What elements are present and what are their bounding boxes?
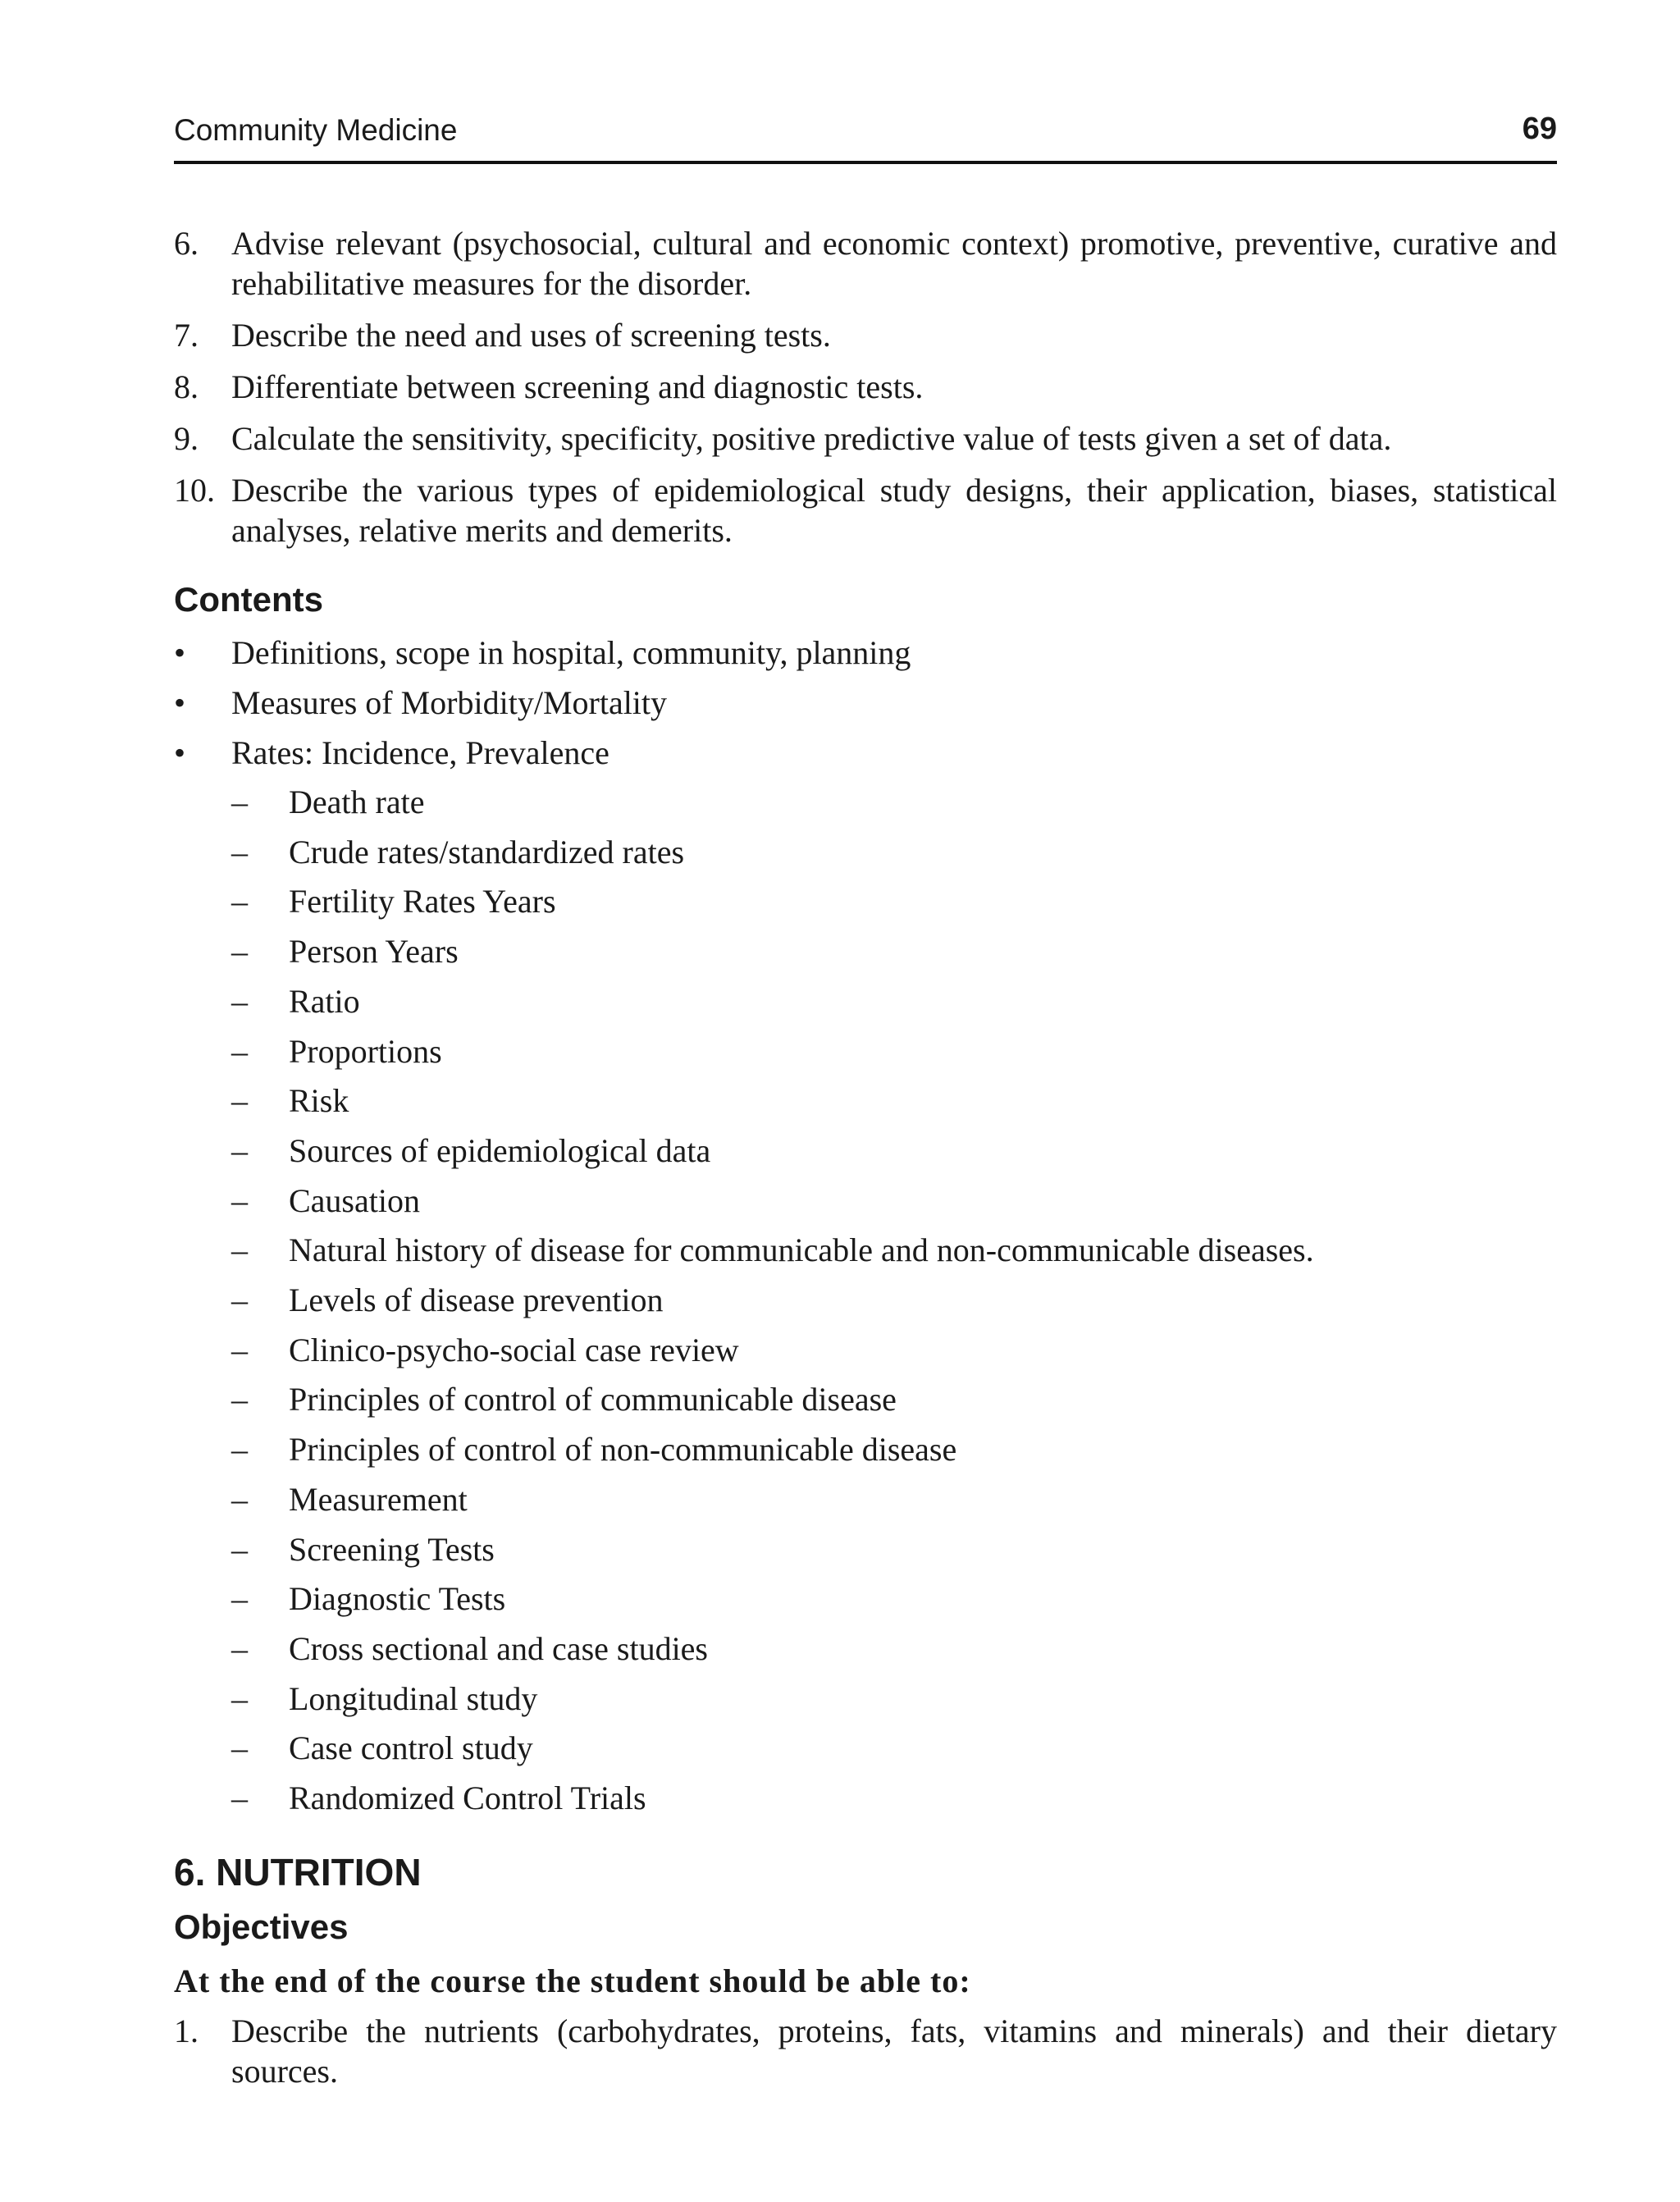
list-marker: – bbox=[231, 783, 248, 820]
list-item bbox=[174, 1724, 1557, 1774]
list-item bbox=[174, 778, 1557, 828]
list-item bbox=[174, 223, 1557, 304]
list-marker: – bbox=[231, 1431, 248, 1469]
item-text: Causation bbox=[289, 1181, 420, 1219]
list-marker: – bbox=[231, 1629, 248, 1667]
item-text: Advise relevant (psychosocial, cultural and economic context) promotive, preventive, curative and rehabilitative measures for the disorder. bbox=[231, 225, 1557, 302]
contents-dash-list bbox=[174, 778, 1557, 1824]
contents-heading: Contents bbox=[174, 580, 323, 619]
item-number: 1. bbox=[174, 2012, 199, 2049]
list-item bbox=[174, 1276, 1557, 1326]
list-marker: • bbox=[174, 734, 186, 771]
list-marker: – bbox=[231, 833, 248, 870]
item-text: Describe the nutrients (carbohydrates, proteins, fats, vitamins and minerals) and their dietary sources. bbox=[231, 2012, 1557, 2090]
list-marker: – bbox=[231, 1032, 248, 1070]
header-title: Community Medicine bbox=[174, 113, 458, 147]
list-item bbox=[174, 877, 1557, 927]
item-text: Sources of epidemiological data bbox=[289, 1131, 711, 1169]
list-item bbox=[174, 1574, 1557, 1624]
list-item bbox=[174, 1525, 1557, 1575]
item-text: Differentiate between screening and diagnostic tests. bbox=[231, 368, 924, 405]
item-text: Principles of control of communicable disease bbox=[289, 1381, 897, 1419]
chapter-title: 6. NUTRITION bbox=[174, 1850, 422, 1894]
item-text: Case control study bbox=[289, 1729, 533, 1767]
objectives-list bbox=[174, 223, 1557, 550]
list-marker: – bbox=[231, 982, 248, 1020]
list-item bbox=[174, 1176, 1557, 1227]
item-text: Person Years bbox=[289, 933, 459, 971]
item-text: Rates: Incidence, Prevalence bbox=[231, 734, 609, 771]
item-text: Calculate the sensitivity, specificity, positive predictive value of tests given a set of data. bbox=[231, 420, 1392, 457]
list-item bbox=[174, 2011, 1557, 2091]
list-item bbox=[174, 1674, 1557, 1725]
list-item bbox=[174, 1076, 1557, 1126]
item-text: Randomized Control Trials bbox=[289, 1779, 646, 1817]
item-text: Screening Tests bbox=[289, 1530, 495, 1568]
item-number: 7. bbox=[174, 317, 199, 354]
list-item bbox=[174, 1126, 1557, 1176]
item-text: Longitudinal study bbox=[289, 1679, 538, 1717]
page-number: 69 bbox=[1522, 112, 1557, 146]
item-text: Cross sectional and case studies bbox=[289, 1629, 708, 1667]
list-marker: – bbox=[231, 1231, 248, 1269]
list-marker: – bbox=[231, 933, 248, 971]
list-marker: • bbox=[174, 684, 186, 721]
list-item bbox=[174, 977, 1557, 1027]
running-header bbox=[174, 107, 1557, 164]
item-text: Definitions, scope in hospital, community, planning bbox=[231, 634, 911, 671]
list-item bbox=[174, 1027, 1557, 1077]
list-item bbox=[174, 367, 1557, 407]
item-text: Diagnostic Tests bbox=[289, 1580, 506, 1618]
item-number: 10. bbox=[174, 472, 215, 509]
list-marker: – bbox=[231, 1082, 248, 1120]
list-item bbox=[174, 728, 1557, 778]
list-item bbox=[174, 1475, 1557, 1525]
item-text: Proportions bbox=[289, 1032, 442, 1070]
list-item bbox=[174, 315, 1557, 355]
list-item bbox=[174, 1375, 1557, 1425]
list-marker: • bbox=[174, 634, 186, 671]
list-item bbox=[174, 828, 1557, 878]
item-text: Measures of Morbidity/Mortality bbox=[231, 684, 668, 721]
list-marker: – bbox=[231, 1679, 248, 1717]
list-item bbox=[174, 1624, 1557, 1674]
item-text: Measurement bbox=[289, 1480, 468, 1518]
item-text: Fertility Rates Years bbox=[289, 883, 556, 921]
item-text: Describe the various types of epidemiological study designs, their application, biases, statistical analyses, relative merits and demerits. bbox=[231, 472, 1557, 549]
nutrition-objectives-list bbox=[174, 2011, 1557, 2091]
item-number: 9. bbox=[174, 420, 199, 457]
item-text: Death rate bbox=[289, 783, 425, 820]
list-marker: – bbox=[231, 1530, 248, 1568]
list-item bbox=[174, 1226, 1557, 1276]
list-marker: – bbox=[231, 1480, 248, 1518]
objectives-lead: At the end of the course the student should be able to: bbox=[174, 1962, 971, 1999]
page-body bbox=[174, 223, 1557, 2103]
list-item bbox=[174, 927, 1557, 977]
item-text: Risk bbox=[289, 1082, 349, 1120]
item-text: Ratio bbox=[289, 982, 360, 1020]
item-text: Natural history of disease for communicable and non-communicable diseases. bbox=[289, 1231, 1314, 1269]
item-text: Levels of disease prevention bbox=[289, 1281, 664, 1319]
list-item bbox=[174, 418, 1557, 459]
list-marker: – bbox=[231, 1580, 248, 1618]
list-item bbox=[174, 628, 1557, 678]
objectives-heading: Objectives bbox=[174, 1907, 349, 1946]
list-marker: – bbox=[231, 1331, 248, 1368]
list-marker: – bbox=[231, 1281, 248, 1319]
list-item bbox=[174, 1326, 1557, 1376]
item-text: Describe the need and uses of screening tests. bbox=[231, 317, 831, 354]
item-text: Principles of control of non-communicable disease bbox=[289, 1431, 957, 1469]
item-number: 8. bbox=[174, 368, 199, 405]
list-marker: – bbox=[231, 1729, 248, 1767]
list-marker: – bbox=[231, 1779, 248, 1817]
list-marker: – bbox=[231, 1131, 248, 1169]
list-item bbox=[174, 678, 1557, 728]
list-marker: – bbox=[231, 883, 248, 921]
list-item bbox=[174, 470, 1557, 550]
item-text: Crude rates/standardized rates bbox=[289, 833, 685, 870]
list-item bbox=[174, 1425, 1557, 1475]
contents-bullet-list bbox=[174, 628, 1557, 778]
list-item bbox=[174, 1774, 1557, 1824]
item-number: 6. bbox=[174, 225, 199, 262]
list-marker: – bbox=[231, 1381, 248, 1419]
list-marker: – bbox=[231, 1181, 248, 1219]
item-text: Clinico-psycho-social case review bbox=[289, 1331, 739, 1368]
